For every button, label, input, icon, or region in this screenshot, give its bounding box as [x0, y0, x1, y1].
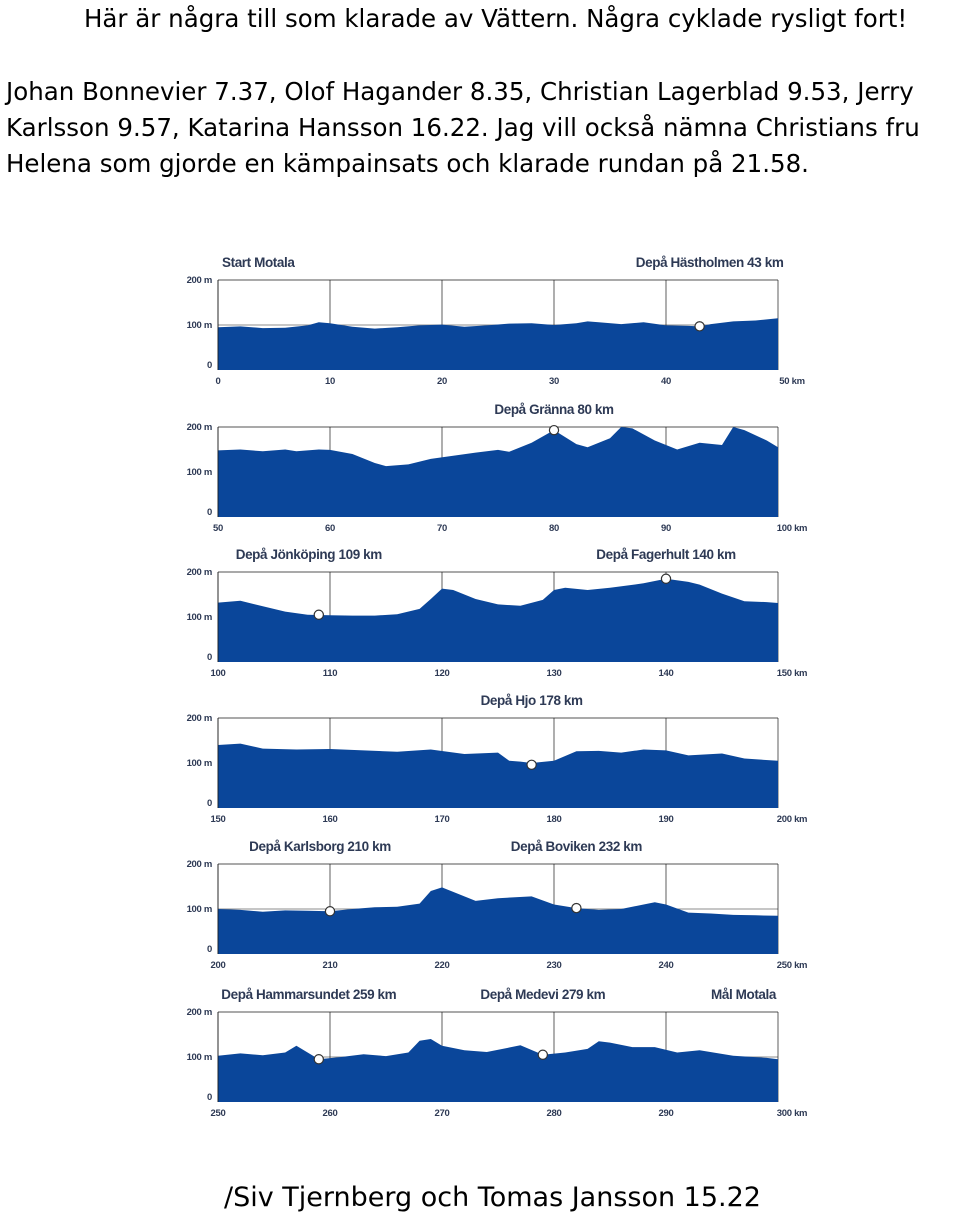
paragraph-line: Johan Bonnevier 7.37, Olof Hagander 8.35, Christian Lagerblad 9.53, Jerry [6, 77, 914, 106]
elevation-area [218, 744, 778, 808]
x-tick-label: 180 [546, 814, 562, 825]
y-tick-label: 200 m [186, 1007, 212, 1018]
x-tick-label: 60 [325, 523, 335, 534]
profile-panel [187, 402, 808, 534]
depot-marker [572, 904, 581, 913]
y-tick-label: 200 m [186, 422, 212, 433]
x-tick-label: 250 [210, 1108, 226, 1119]
y-tick-label: 0 [207, 652, 212, 663]
x-tick-label: 90 [661, 523, 671, 534]
y-tick-label: 0 [207, 507, 212, 518]
panel-label: Depå Hästholmen 43 km [635, 255, 784, 270]
profile-panel [187, 839, 808, 971]
y-tick-label: 100 m [186, 758, 212, 769]
x-tick-label: 250 km [776, 960, 808, 971]
panel-label: Depå Boviken 232 km [510, 839, 643, 854]
depot-marker [661, 574, 670, 583]
depot-marker [314, 610, 323, 619]
x-tick-label: 160 [322, 814, 338, 825]
panel-label: Depå Fagerhult 140 km [596, 547, 736, 562]
y-tick-label: 0 [207, 360, 212, 371]
x-tick-label: 240 [658, 960, 674, 971]
y-tick-label: 100 m [186, 612, 212, 623]
panel-label: Mål Motala [710, 987, 776, 1002]
y-tick-label: 0 [207, 1092, 212, 1103]
y-tick-label: 100 m [186, 320, 212, 331]
profile-panel [187, 255, 805, 387]
y-tick-label: 0 [207, 798, 212, 809]
elevation-area [218, 427, 778, 517]
signature: /Siv Tjernberg och Tomas Jansson 15.22 [224, 1182, 761, 1213]
profile-panel [187, 547, 808, 679]
x-tick-label: 80 [549, 523, 559, 534]
elevation-area [218, 1039, 778, 1102]
profile-panel [187, 987, 808, 1119]
elevation-area [218, 887, 778, 954]
x-tick-label: 200 [210, 960, 226, 971]
x-tick-label: 150 [210, 814, 226, 825]
panel-label: Depå Jönköping 109 km [235, 547, 382, 562]
paragraph-line: Helena som gjorde en kämpainsats och klarade rundan på 21.58. [6, 149, 809, 178]
x-tick-label: 100 km [776, 523, 808, 534]
x-tick-label: 100 [210, 668, 226, 679]
panel-label: Depå Hjo 178 km [480, 693, 583, 708]
x-tick-label: 170 [434, 814, 450, 825]
y-tick-label: 0 [207, 944, 212, 955]
x-tick-label: 70 [437, 523, 447, 534]
x-tick-label: 50 km [779, 376, 805, 387]
elevation-area [218, 318, 778, 370]
depot-marker [314, 1055, 323, 1064]
depot-marker [527, 760, 536, 769]
panel-label: Depå Gränna 80 km [494, 402, 614, 417]
x-tick-label: 140 [658, 668, 674, 679]
depot-marker [538, 1050, 547, 1059]
x-tick-label: 30 [549, 376, 559, 387]
paragraph-line: Karlsson 9.57, Katarina Hansson 16.22. Jag vill också nämna Christians fru [6, 113, 920, 142]
x-tick-label: 260 [322, 1108, 338, 1119]
x-tick-label: 280 [546, 1108, 562, 1119]
x-tick-label: 120 [434, 668, 450, 679]
x-tick-label: 40 [661, 376, 671, 387]
panel-label: Depå Hammarsundet 259 km [221, 987, 397, 1002]
x-tick-label: 220 [434, 960, 450, 971]
x-tick-label: 50 [213, 523, 223, 534]
x-tick-label: 270 [434, 1108, 450, 1119]
x-tick-label: 130 [546, 668, 562, 679]
profile-panel [187, 693, 808, 825]
y-tick-label: 200 m [186, 275, 212, 286]
panel-label: Depå Karlsborg 210 km [249, 839, 391, 854]
y-tick-label: 100 m [186, 904, 212, 915]
x-tick-label: 290 [658, 1108, 674, 1119]
depot-marker [695, 322, 704, 331]
y-tick-label: 200 m [186, 567, 212, 578]
y-tick-label: 100 m [186, 467, 212, 478]
x-tick-label: 200 km [776, 814, 808, 825]
x-tick-label: 190 [658, 814, 674, 825]
x-tick-label: 110 [322, 668, 338, 679]
panel-label: Depå Medevi 279 km [480, 987, 606, 1002]
x-tick-label: 150 km [776, 668, 808, 679]
elevation-area [218, 579, 778, 662]
depot-marker [325, 907, 334, 916]
x-tick-label: 0 [215, 376, 221, 387]
panel-label: Start Motala [222, 255, 295, 270]
y-tick-label: 200 m [186, 713, 212, 724]
y-tick-label: 100 m [186, 1052, 212, 1063]
x-tick-label: 210 [322, 960, 338, 971]
x-tick-label: 10 [325, 376, 335, 387]
x-tick-label: 20 [437, 376, 447, 387]
x-tick-label: 300 km [776, 1108, 808, 1119]
x-tick-label: 230 [546, 960, 562, 971]
page-heading: Här är några till som klarade av Vättern. Några cyklade rysligt fort! [84, 4, 908, 33]
depot-marker [549, 426, 558, 435]
y-tick-label: 200 m [186, 859, 212, 870]
